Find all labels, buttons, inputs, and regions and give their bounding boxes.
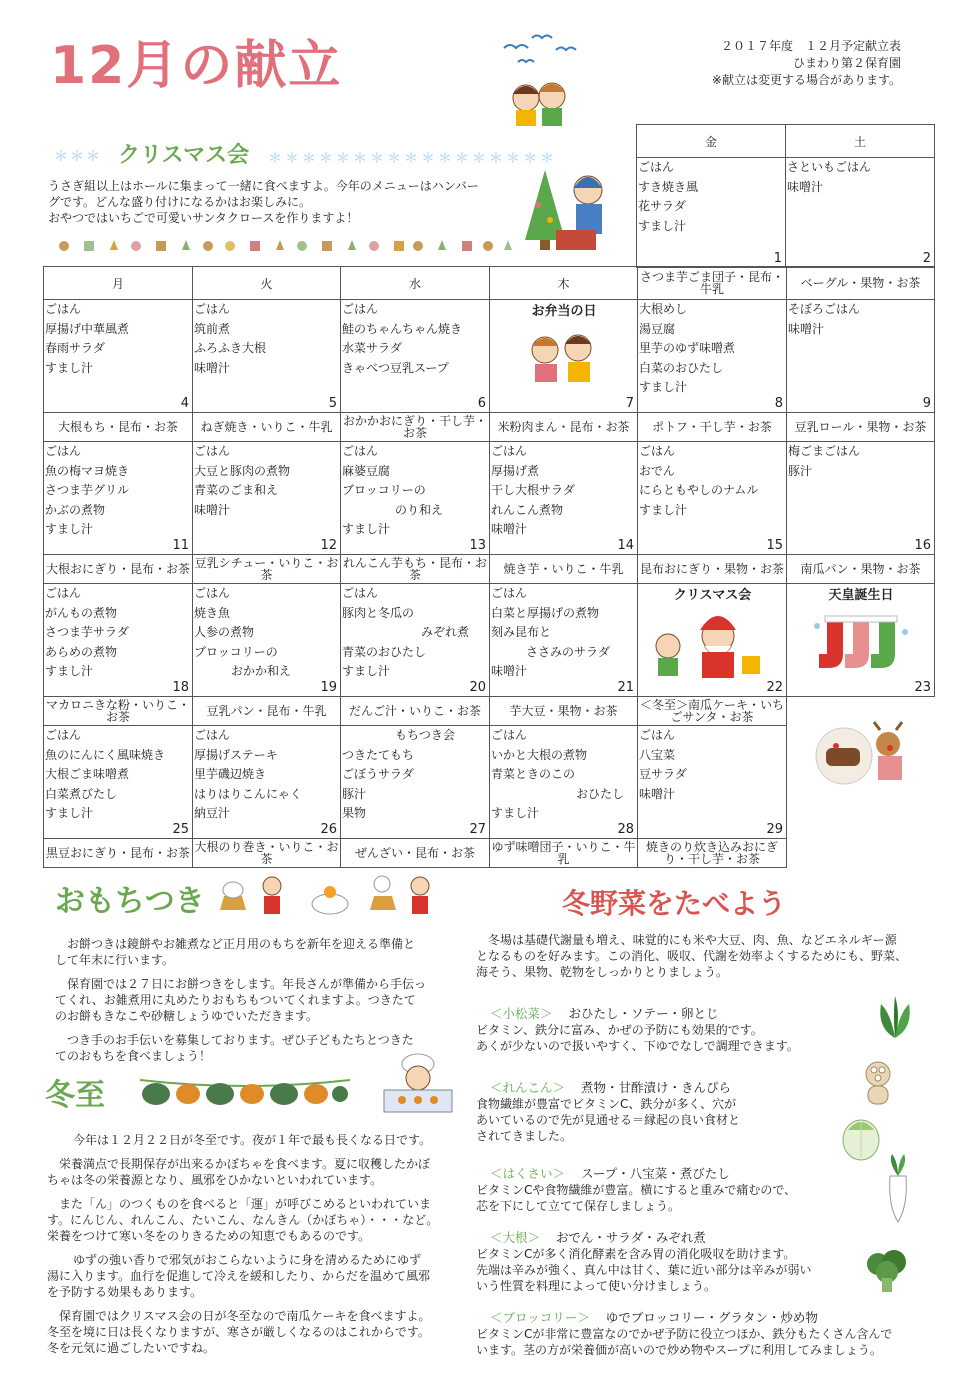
text-line: 冬を元気に過ごしたいですね。 — [47, 1341, 216, 1355]
dish: ごはん — [342, 586, 379, 600]
menu-cell-day-6 — [341, 300, 490, 413]
mochitsuki-illustration — [210, 870, 440, 920]
dish: そぼろごはん — [788, 302, 861, 316]
dish: 青菜ときのこの — [491, 767, 576, 781]
menu-cell-day-16 — [787, 442, 935, 555]
text-line: を予防する効果もあります。 — [47, 1285, 203, 1299]
touji-paragraph — [47, 1156, 467, 1188]
broccoli-icon — [862, 1248, 912, 1294]
veg-desc-line: ビタミン、鉄分に富み、かぜの予防にも効果的です。 — [476, 1023, 763, 1037]
snack-cell: 焼き芋・いりこ・牛乳 — [490, 555, 638, 584]
menu-cell-day-12 — [193, 442, 341, 555]
dish: ごはん — [342, 302, 379, 316]
snack-cell: ねぎ焼き・いりこ・牛乳 — [193, 413, 341, 442]
dish: 焼き魚 — [194, 605, 231, 620]
veg-heading — [476, 1164, 866, 1182]
veg-name: ＜れんこん＞ — [490, 1080, 566, 1095]
winter-veg-intro — [476, 932, 946, 980]
dish: みぞれ煮 — [421, 625, 470, 639]
menu-cell-day-21 — [490, 584, 638, 697]
veg-uses: ゆでブロッコリー・グラタン・炒め物 — [605, 1310, 818, 1325]
pumpkin-row-illustration — [140, 1074, 350, 1108]
dish: 里芋磯辺焼き — [194, 767, 267, 781]
dish: 厚揚げ煮 — [491, 463, 540, 478]
veg-desc-line: あいているので先が見通せる＝縁起の良い食材と — [476, 1113, 741, 1127]
text-line: お餅つきは鏡餅やお雑煮など正月用のもちを新年を迎える準備と — [67, 937, 416, 951]
dish: ごはん — [45, 444, 82, 458]
dish: 青菜のおひたし — [342, 644, 427, 659]
dish: かぶの煮物 — [45, 502, 106, 517]
snack-cell: 昆布おにぎり・果物・お茶 — [638, 555, 787, 584]
dish: 大豆と豚肉の煮物 — [194, 463, 291, 478]
snack-cell: 焼きのり炊き込みおにぎり・干し芋・お茶 — [638, 839, 787, 868]
event-label: クリスマス会 — [673, 588, 752, 603]
dish: 魚のにんにく風味焼き — [45, 747, 166, 762]
day-number: 11 — [172, 538, 189, 553]
dish: ごはん — [45, 586, 82, 600]
veg-uses: おでん・サラダ・みぞれ煮 — [556, 1230, 706, 1245]
text-line: つき手のお手伝いを募集しております。ぜひ子どもたちとつきた — [67, 1033, 414, 1047]
menu-cell-day-20 — [341, 584, 490, 697]
veg-uses: 煮物・甘酢漬け・きんぴら — [581, 1080, 732, 1095]
veg-name: ＜はくさい＞ — [490, 1166, 566, 1181]
daikon-icon — [878, 1154, 918, 1224]
day-number: 7 — [625, 396, 634, 411]
menu-cell-day-7 — [490, 300, 638, 413]
calendar-week0 — [636, 124, 935, 268]
veg-heading — [476, 1308, 936, 1326]
menu-cell-day-25 — [44, 726, 193, 839]
dish: ブロッコリーの — [342, 483, 426, 497]
event-label: 天皇誕生日 — [828, 588, 894, 603]
text-line: 保育園では２７日にお餅つきをします。年長さんが準備から手伝っ — [67, 977, 427, 991]
veg-broccoli — [476, 1308, 936, 1358]
dish: ごはん — [639, 728, 676, 742]
veg-komatsuna — [476, 1004, 866, 1054]
menu-cell-day-18 — [44, 584, 193, 697]
veg-desc-line: あくが少ないので扱いやすく、下ゆでなしで調理できます。 — [476, 1039, 799, 1053]
dish: すまし汁 — [491, 806, 540, 820]
dish: いかと大根の煮物 — [491, 747, 588, 762]
children-birds-illustration — [494, 28, 584, 128]
reindeer-cake-illustration — [806, 718, 916, 788]
dish: 里芋のゆず味噌煮 — [639, 341, 736, 355]
veg-name: ＜小松菜＞ — [490, 1006, 553, 1021]
day-number: 27 — [469, 822, 486, 837]
menu-cell-day-28 — [490, 726, 638, 839]
veg-name: ＜ブロッコリー＞ — [490, 1310, 590, 1325]
text-line: 今年は１２月２２日が冬至です。夜が１年で最も長くなる日です。 — [73, 1133, 432, 1147]
snack-cell: 豆乳ロール・果物・お茶 — [787, 413, 935, 442]
day-number: 2 — [922, 251, 931, 266]
dish: すき焼き風 — [638, 179, 699, 194]
snowflake-decoration-left: ＊＊＊ — [54, 149, 102, 165]
snack-cell: ぜんざい・昆布・お茶 — [341, 839, 490, 868]
menu-cell-day-14 — [490, 442, 638, 555]
day-number: 12 — [320, 538, 337, 553]
dish: すまし汁 — [638, 218, 687, 233]
dish: ふろふき大根 — [194, 341, 267, 355]
dish: ごはん — [194, 444, 231, 458]
day-number: 28 — [617, 822, 634, 837]
menu-cell-day-15 — [638, 442, 787, 555]
snack-cell: マカロニきな粉・いりこ・お茶 — [44, 697, 193, 726]
dish: 白菜煮びたし — [45, 786, 118, 801]
dish: ごはん — [45, 302, 82, 316]
weekday-mon: 月 — [44, 267, 193, 300]
dish: ごはん — [491, 586, 528, 600]
menu-cell-day-11 — [44, 442, 193, 555]
day-number: 4 — [180, 396, 189, 411]
text-line: ちゃは冬の栄養源となり、風邪をひかないといわれています。 — [47, 1173, 383, 1187]
snack-cell: 大根おにぎり・昆布・お茶 — [44, 555, 193, 584]
menu-cell-day-1 — [637, 158, 786, 268]
snack-cell: 大根もち・昆布・お茶 — [44, 413, 193, 442]
veg-desc-line: ビタミンCが多く消化酵素を含み胃の消化吸収を助けます。 — [476, 1247, 796, 1261]
menu-cell-day-9 — [787, 300, 935, 413]
veg-desc-line: います。茎の方が栄養価が高いので炒め物やスープに利用してみましょう。 — [476, 1343, 882, 1357]
day-number: 14 — [617, 538, 634, 553]
menu-cell-day-27 — [341, 726, 490, 839]
dish: すまし汁 — [342, 522, 391, 536]
veg-name: ＜大根＞ — [490, 1230, 541, 1245]
text-line: 栄養をつけて寒い冬をのりきるための知恵でもあるのです。 — [47, 1229, 371, 1243]
dish: れんこん煮物 — [491, 502, 564, 517]
dish: 春雨サラダ — [45, 341, 105, 355]
dish: 厚揚げ中華風煮 — [45, 321, 130, 336]
dish: ごはん — [491, 444, 528, 458]
dish: 人参の煮物 — [194, 625, 255, 639]
dish: ごはん — [638, 160, 675, 174]
mochitsuki-title: おもちつき — [55, 884, 205, 919]
day-number: 26 — [320, 822, 337, 837]
day-number: 21 — [617, 680, 634, 695]
dish: 青菜のごま和え — [194, 483, 279, 497]
dish: おひたし — [576, 786, 625, 801]
weekday-fri: 金 — [637, 125, 786, 158]
text-line: てのおもちを食べましょう！ — [55, 1049, 212, 1063]
dish: さといもごはん — [787, 160, 872, 174]
dish: あらめの煮物 — [45, 644, 118, 659]
menu-cell-day-26 — [193, 726, 341, 839]
text-line: 海そう、果物、乾物をしっかりとりましょう。 — [476, 965, 729, 979]
dish: 刻み昆布と — [491, 625, 552, 639]
christmas-stockings-illustration — [787, 606, 933, 682]
dish: すまし汁 — [639, 502, 688, 517]
veg-daikon — [476, 1228, 866, 1294]
snack-cell: 米粉肉まん・昆布・お茶 — [490, 413, 638, 442]
dish: 八宝菜 — [639, 747, 676, 762]
dish: 豚汁 — [788, 463, 813, 478]
dish: 味噌汁 — [491, 664, 528, 678]
dish: ごはん — [491, 728, 528, 742]
meta-year: ２０１７年度 １２月予定献立表 — [720, 39, 901, 53]
menu-cell-day-19 — [193, 584, 341, 697]
dish: ごはん — [342, 444, 379, 458]
dish: 豚肉と冬瓜の — [342, 605, 415, 620]
meta-school: ひまわり第２保育園 — [792, 56, 901, 70]
dish: ブロッコリーの — [194, 644, 278, 659]
menu-cell-day-13 — [341, 442, 490, 555]
dish: つきたてもち — [342, 747, 415, 762]
dish: 味噌汁 — [491, 522, 528, 536]
text-line: 冬場は基礎代謝量も増え、味覚的にも米や大豆、肉、魚、などエネルギー源 — [488, 933, 897, 947]
menu-cell-day-29 — [638, 726, 787, 839]
bento-children-illustration — [490, 322, 636, 392]
dish: 厚揚げステーキ — [194, 747, 278, 762]
dish: 味噌汁 — [787, 179, 824, 194]
christmas-tree-child-illustration — [520, 160, 620, 255]
menu-cell-day-4 — [44, 300, 193, 413]
dish: ごはん — [639, 444, 676, 458]
veg-heading — [476, 1004, 866, 1022]
veg-renkon — [476, 1078, 856, 1144]
snack-cell: 芋大豆・果物・お茶 — [490, 697, 638, 726]
dish: 納豆汁 — [194, 806, 231, 820]
day-number: 9 — [922, 396, 931, 411]
day-number: 1 — [773, 251, 782, 266]
text-line: のお餅もきなこや砂糖しょうゆでいただきます。 — [55, 1009, 319, 1023]
snack-cell: おかかおにぎり・干し芋・お茶 — [341, 413, 490, 442]
veg-uses: スープ・八宝菜・煮びたし — [581, 1166, 730, 1181]
day-number: 8 — [774, 396, 783, 411]
header-meta — [712, 38, 901, 89]
text-line: ゆずの強い香りで邪気がおこらないように身を清めるためにゆず — [73, 1253, 422, 1267]
text-line: また「ん」のつくものを食べると「運」が呼びこめるといわれていま — [59, 1197, 432, 1211]
day-number: 18 — [172, 680, 189, 695]
dish: 水菜サラダ — [342, 341, 402, 355]
day-number: 13 — [469, 538, 486, 553]
dish: 筑前煮 — [194, 321, 231, 336]
dish: 麻婆豆腐 — [342, 463, 391, 478]
snack-cell: ゆず味噌団子・いりこ・牛乳 — [491, 840, 636, 866]
dish: ごはん — [194, 586, 231, 600]
snack-cell: ＜冬至＞南瓜ケーキ・いちごサンタ・お茶 — [638, 697, 787, 726]
touji-paragraph — [47, 1196, 467, 1244]
dish: ごはん — [45, 728, 82, 742]
dish: ごはん — [194, 302, 231, 316]
day-number: 20 — [469, 680, 486, 695]
dish: のり和え — [395, 502, 444, 517]
text-line: す。にんじん、れんこん、たいこん、なんきん（かぼちゃ）・・・など。 — [47, 1213, 439, 1227]
veg-desc-line: いう性質を料理によって使い分けましょう。 — [476, 1279, 717, 1293]
day-number: 6 — [477, 396, 486, 411]
event-label: お弁当の日 — [531, 304, 597, 319]
menu-cell-day-23 — [787, 584, 935, 697]
dish: 湯豆腐 — [639, 321, 676, 336]
page-title: 12月の献立 — [50, 36, 343, 96]
meta-note: ※献立は変更する場合があります。 — [711, 73, 901, 87]
weekday-sat: 土 — [786, 125, 935, 158]
dish: すまし汁 — [45, 806, 94, 820]
dish: にらともやしのナムル — [639, 483, 759, 497]
day-number: 25 — [172, 822, 189, 837]
dish: 魚の梅マヨ焼き — [45, 463, 130, 478]
weekday-wed: 水 — [341, 267, 490, 300]
touji-title: 冬至 — [45, 1078, 105, 1113]
komatsuna-icon — [872, 992, 918, 1040]
veg-desc-line: ビタミンCや食物繊維が豊富。横にすると重みで痛むので、 — [476, 1183, 797, 1197]
day-number: 15 — [766, 538, 783, 553]
veg-heading — [476, 1228, 866, 1246]
cooking-child-illustration — [378, 1050, 458, 1115]
dish: さつま芋グリル — [45, 483, 130, 497]
veg-desc-line: 芯を下にして立てて保存しましょう。 — [476, 1199, 681, 1213]
dish: すまし汁 — [342, 664, 391, 678]
veg-uses: おひたし・ソテー・卵とじ — [568, 1006, 719, 1021]
snack-cell: 豆乳パン・昆布・牛乳 — [193, 697, 341, 726]
dish: 果物 — [342, 806, 367, 820]
snack-cell: れんこん芋もち・昆布・お茶 — [341, 555, 490, 584]
dish: すまし汁 — [45, 522, 94, 536]
dish: すまし汁 — [639, 380, 688, 394]
dish: 味噌汁 — [194, 502, 231, 517]
dish: はりはりこんにゃく — [194, 786, 302, 801]
dish: 干し大根サラダ — [491, 483, 575, 497]
veg-hakusai — [476, 1164, 866, 1214]
menu-cell-day-2 — [786, 158, 935, 268]
veg-desc-line: ビタミンCが非常に豊富なのでかぜ予防に役立つほか、鉄分もたくさん含んで — [476, 1327, 893, 1341]
day-number: 29 — [766, 822, 783, 837]
text-line: 栄養満点で長期保存が出来るかぼちゃを食べます。夏に収穫したかぼ — [59, 1157, 431, 1171]
touji-text — [47, 1132, 467, 1364]
snack-day-2: ベーグル・果物・お茶 — [787, 267, 935, 300]
veg-heading — [476, 1078, 856, 1096]
dish: ささみのサラダ — [526, 644, 610, 659]
dish: 味噌汁 — [194, 360, 231, 375]
dish: 鮭のちゃんちゃん焼き — [342, 321, 463, 336]
touji-paragraph — [47, 1308, 467, 1356]
text-line: 湯に入ります。血行を促進して冷えを緩和したり、からだを温めて風邪 — [47, 1269, 431, 1283]
weekday-tue: 火 — [193, 267, 341, 300]
dish: 白菜と厚揚げの煮物 — [491, 605, 600, 620]
calendar-main — [43, 266, 935, 868]
christmas-text — [48, 178, 518, 226]
dish: 豆サラダ — [639, 767, 687, 781]
menu-cell-day-5 — [193, 300, 341, 413]
day-number: 5 — [328, 396, 337, 411]
dish: もちつき会 — [395, 728, 455, 742]
empty-cell — [787, 839, 935, 868]
snack-day-1: さつま芋ごま団子・昆布・牛乳 — [638, 267, 787, 300]
snack-cell: 黒豆おにぎり・昆布・お茶 — [44, 839, 193, 868]
dish: きゃべつ豆乳スープ — [342, 360, 449, 375]
dish: 味噌汁 — [788, 321, 825, 336]
touji-paragraph — [47, 1132, 467, 1148]
dish: 大根めし — [639, 302, 688, 316]
snack-cell: ポトフ・干し芋・お茶 — [638, 413, 787, 442]
day-number: 22 — [766, 680, 783, 695]
christmas-text-line: グです。どんな盛り付けになるかはお楽しみに。 — [48, 195, 312, 209]
dish: 梅ごまごはん — [788, 444, 861, 458]
veg-desc-line: 先端は辛みが強く、真ん中は甘く、葉に近い部分は辛みが弱い — [476, 1263, 812, 1277]
ornament-row-icon — [56, 238, 516, 254]
dish: 白菜のおひたし — [639, 360, 724, 375]
day-number: 16 — [914, 538, 931, 553]
dish: おかか和え — [231, 664, 292, 678]
menu-cell-day-8 — [638, 300, 787, 413]
text-line: てくれ、お雑煮用に丸めたりおもちもついてくれますよ。つきたて — [55, 993, 416, 1007]
snack-cell: だんご汁・いりこ・お茶 — [341, 697, 490, 726]
snack-cell: 大根のり巻き・いりこ・お茶 — [194, 840, 339, 866]
dish: すまし汁 — [45, 664, 94, 678]
mochitsuki-paragraph — [55, 976, 475, 1024]
mochitsuki-paragraph — [55, 936, 475, 968]
menu-cell-day-22 — [638, 584, 787, 697]
dish: すまし汁 — [45, 360, 94, 375]
christmas-deco-row — [56, 238, 516, 257]
christmas-title: クリスマス会 — [118, 143, 250, 168]
snack-cell: 南瓜パン・果物・お茶 — [787, 555, 935, 584]
snack-cell: 豆乳シチュー・いりこ・お茶 — [193, 555, 341, 584]
text-line: 冬至を境に日は長くなりますが、寒さが厳しくなるのはこれからです。 — [47, 1325, 430, 1339]
dish: 味噌汁 — [639, 786, 676, 801]
weekday-thu: 木 — [490, 267, 638, 300]
dish: 大根ごま味噌煮 — [45, 767, 130, 781]
winter-veg-title: 冬野菜をたべよう — [562, 887, 787, 920]
text-line: となるものを好みます。この消化、吸収、代謝を効率よくするためにも、野菜、 — [476, 949, 908, 963]
dish: 豚汁 — [342, 786, 367, 801]
snowflake-decoration-right: ＊＊＊＊＊＊＊＊＊＊＊＊＊＊＊＊＊ — [268, 151, 557, 167]
dish: おでん — [639, 463, 675, 478]
text-line: して年末に行います。 — [55, 953, 175, 967]
dish: さつま芋サラダ — [45, 625, 129, 639]
dish: ごはん — [194, 728, 231, 742]
christmas-text-line: おやつではいちごで可愛いサンタクロースを作りますよ！ — [48, 211, 359, 225]
santa-illustration — [638, 606, 784, 682]
touji-paragraph — [47, 1252, 467, 1300]
day-number: 19 — [320, 680, 337, 695]
veg-desc-line: 食物繊維が豊富でビタミンC、鉄分が多く、穴が — [476, 1097, 737, 1111]
text-line: 保育園ではクリスマス会の日が冬至なので南瓜ケーキを食べますよ。 — [59, 1309, 431, 1323]
day-number: 23 — [914, 680, 931, 695]
dish: がんもの煮物 — [45, 605, 118, 620]
dish: ごぼうサラダ — [342, 767, 414, 781]
dish: 花サラダ — [638, 199, 686, 213]
renkon-icon — [860, 1060, 896, 1106]
christmas-text-line: うさぎ組以上はホールに集まって一緒に食べますよ。今年のメニューはハンバー — [48, 179, 479, 193]
veg-desc-line: されてきました。 — [476, 1129, 573, 1143]
